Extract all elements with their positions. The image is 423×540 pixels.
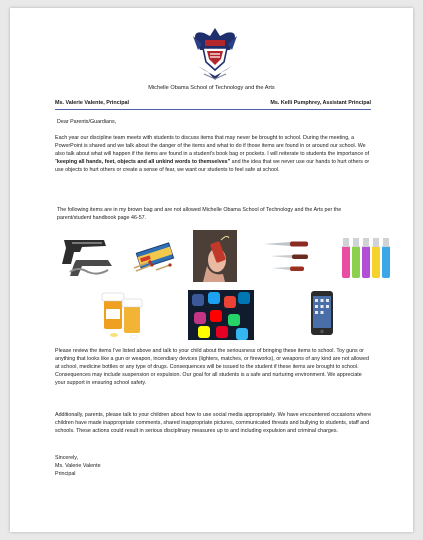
medicine-bottles-icon — [100, 289, 146, 341]
signature-block — [55, 454, 373, 478]
paragraph-1-text-a: Each year our discipline team meets with students to discuss items that may never be brought to school. During the meeting, a PowerPoint is shared and we talk about the danger of the items and what to do if those items are found in or around our school. We also talk about what will happen if the items are found in a student's book bag or pockets. I will reiterate to students the importance of " — [55, 135, 370, 166]
closing: Sincerely, — [55, 455, 79, 461]
firecracker-icon — [193, 230, 237, 282]
school-name: Michelle Obama School of Technology and the Arts — [148, 85, 275, 91]
paragraph-4: Additionally, parents, please talk to your children about how to use social media appropriately. We have encountered occasions where children have made inappropriate comments, shared inappropriate pictures, communicated threats and bullying to students, staff and schools. These actions could result in serious disciplinary measures up to and including expulsion and criminal charges. — [55, 412, 372, 435]
paragraph-1 — [55, 134, 373, 174]
social-media-icon — [188, 290, 254, 340]
assistant-principal-name: Ms. Kelli Pumphrey, Assistant Principal — [270, 100, 371, 106]
principal-name: Ms. Valerie Valente, Principal — [55, 100, 130, 106]
header-rule — [55, 109, 371, 110]
signer-name: Ms. Valerie Valente — [55, 463, 101, 470]
paragraph-3: Please review the items I've listed above and talk to your child about the seriousness of bringing these items to school. Toy guns or anything that looks like a gun or weapon, incendiary devices (lighters, matches, or fireworks), or weapons of any kind are not allowed at school, medicine bottles or any type of drugs. Consequences will be issued to the student if these items are brought to school. Consequences may include suspension or expulsion. Our goal for all students is a safe and nurturing environment. We appreciate your support in ensuring school safety. — [55, 348, 369, 387]
lighters-icon — [340, 234, 396, 282]
signer-title: Principal — [55, 471, 76, 478]
toy-gun-icon — [58, 232, 118, 278]
smartphone-icon — [310, 290, 334, 336]
letter-page — [10, 8, 413, 532]
paragraph-1-emphasis: keeping all hands, feet, objects and all unkind words to themselves" — [56, 159, 231, 166]
paragraph-1-text-b: and the idea that we never use our hands to hurt others or use objects to hurt others or create a sense of fear, we want our students to feel safe at school. — [55, 159, 370, 174]
salutation: Dear Parents/Guardians, — [57, 119, 117, 125]
knives-icon — [260, 234, 316, 278]
matchbox-icon — [130, 238, 178, 274]
school-crest-logo — [190, 26, 240, 82]
staff-line — [55, 100, 371, 106]
paragraph-2: The following items are in my brown bag and are not allowed Michelle Obama School of Technology and the Arts per the parent/student handbook page 46-57. — [57, 207, 342, 222]
